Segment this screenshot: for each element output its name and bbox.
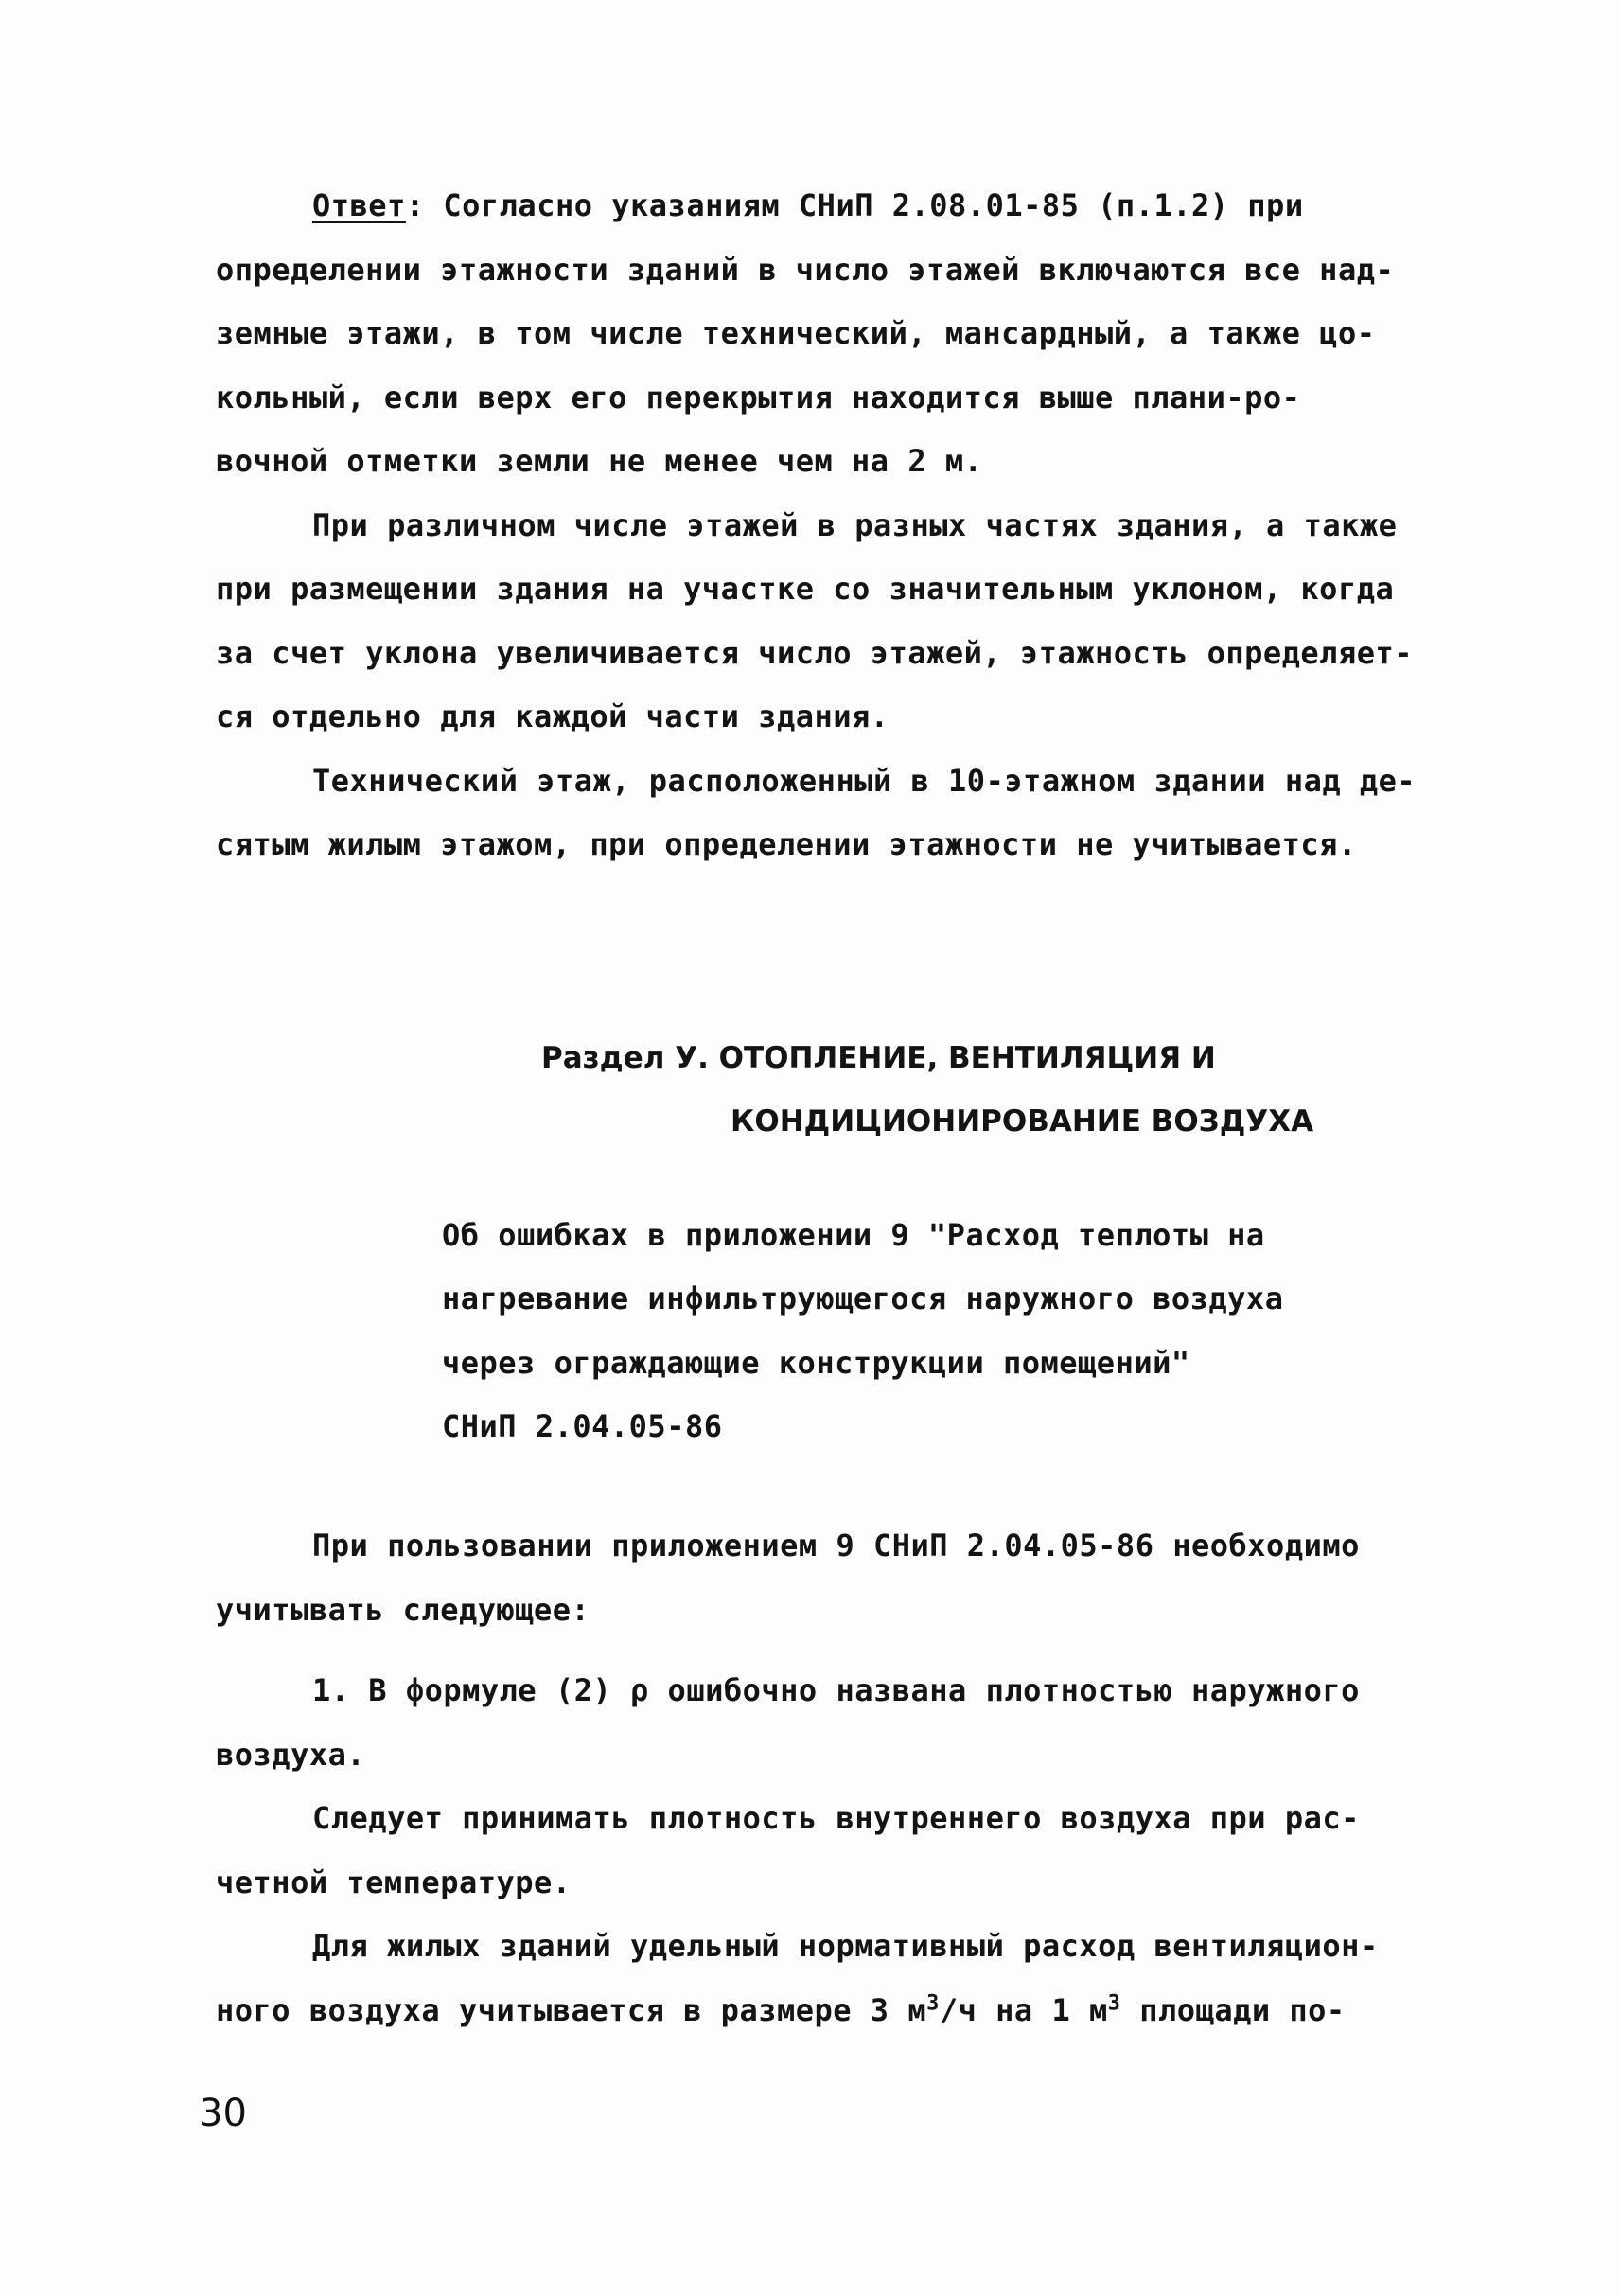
page-number: 30 bbox=[199, 2092, 247, 2135]
para4-line-1: При пользовании приложением 9 СНиП 2.04.05-86 необходимо bbox=[312, 1528, 1360, 1563]
answer-line-1-text: : Согласно указаниям СНиП 2.08.01-85 (п.1.2) при bbox=[405, 187, 1304, 223]
section-heading-line-2: КОНДИЦИОНИРОВАНИЕ ВОЗДУХА bbox=[731, 1104, 1314, 1139]
para2-line-1: При различном числе этажей в разных частях здания, а также bbox=[312, 507, 1398, 543]
superscript-cubic-2: 3 bbox=[1107, 1991, 1121, 2016]
subtitle-line-2: нагревание инфильтрующегося наружного воздуха bbox=[442, 1280, 1284, 1316]
para6-line-2: четной температуре. bbox=[216, 1864, 572, 1900]
subtitle-line-4: СНиП 2.04.05-86 bbox=[442, 1408, 723, 1444]
para2-line-4: ся отдельно для каждой части здания. bbox=[216, 698, 889, 734]
answer-line-3: земные этажи, в том числе технический, мансардный, а также цо- bbox=[216, 315, 1376, 351]
subtitle-line-3: через ограждающие конструкции помещений" bbox=[442, 1345, 1190, 1381]
superscript-cubic-1: 3 bbox=[926, 1991, 940, 2016]
para7-line-2-part-b: /ч на 1 м bbox=[939, 1992, 1108, 2028]
item1-line-2: воздуха. bbox=[216, 1737, 366, 1773]
para7-line-2-part-c: площади по- bbox=[1120, 1992, 1346, 2028]
para2-line-3: за счет уклона увеличивается число этажей, этажность определяет- bbox=[216, 635, 1413, 671]
para4-line-2: учитывать следующее: bbox=[216, 1592, 590, 1628]
answer-label: Ответ bbox=[312, 187, 406, 223]
para2-line-2: при размещении здания на участке со значительным уклоном, когда bbox=[216, 571, 1395, 607]
item1-line-1: 1. В формуле (2) ρ ошибочно названа плотностью наружного bbox=[312, 1672, 1360, 1708]
answer-line-2: определении этажности зданий в число этажей включаются все над- bbox=[216, 252, 1395, 288]
subtitle-line-1: Об ошибках в приложении 9 "Расход теплоты на bbox=[442, 1217, 1265, 1253]
section-heading-line-1: Раздел У. ОТОПЛЕНИЕ, ВЕНТИЛЯЦИЯ И bbox=[541, 1041, 1216, 1075]
para7-line-2 bbox=[216, 1991, 1346, 2029]
para6-line-1: Следует принимать плотность внутреннего воздуха при рас- bbox=[312, 1800, 1360, 1836]
para3-line-2: сятым жилым этажом, при определении этажности не учитывается. bbox=[216, 826, 1357, 862]
answer-line-1 bbox=[312, 186, 1304, 224]
answer-line-5: вочной отметки земли не менее чем на 2 м. bbox=[216, 443, 983, 479]
answer-line-4: кольный, если верх его перекрытия находится выше плани-ро- bbox=[216, 380, 1301, 415]
para7-line-1: Для жилых зданий удельный нормативный расход вентиляцион- bbox=[312, 1928, 1379, 1964]
para3-line-1: Технический этаж, расположенный в 10-этажном здании над де- bbox=[312, 763, 1417, 799]
para7-line-2-part-a: ного воздуха учитывается в размере 3 м bbox=[216, 1992, 927, 2028]
